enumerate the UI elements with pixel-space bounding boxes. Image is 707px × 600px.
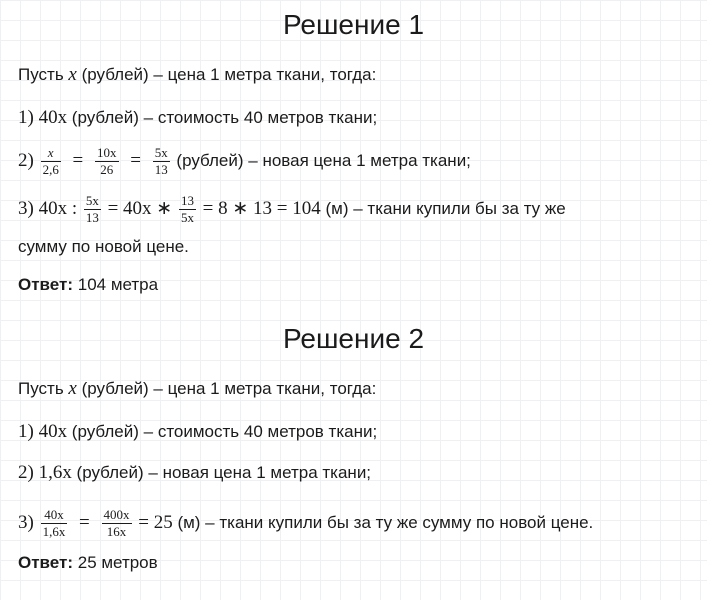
- equals-sign: =: [79, 511, 90, 533]
- solution-1-answer: [18, 274, 158, 296]
- fraction: [41, 508, 68, 539]
- fraction-denominator: 1,6x: [42, 524, 66, 539]
- step-expression: = 40x ∗: [107, 197, 173, 219]
- step-text: (м) – ткани купили бы за ту же сумму по новой цене.: [177, 512, 594, 532]
- fraction-denominator: 13: [85, 210, 99, 225]
- step-expression: 40x: [38, 107, 68, 128]
- step-expression: 40x :: [38, 197, 78, 219]
- step-text: (рублей) – новая цена 1 метра ткани;: [176, 150, 471, 170]
- step-expression: = 8 ∗ 13 = 104: [202, 197, 321, 219]
- intro-rest: (рублей) – цена 1 метра ткани, тогда:: [81, 65, 377, 84]
- fraction-denominator: 26: [100, 162, 114, 177]
- step-text: (рублей) – стоимость 40 метров ткани;: [71, 422, 378, 441]
- fraction-numerator: 400x: [103, 507, 130, 522]
- fraction-denominator: 2,6: [42, 162, 59, 177]
- solution-2-intro: [18, 378, 376, 400]
- step-number: 2): [18, 462, 34, 483]
- equals-sign: =: [72, 149, 84, 171]
- equals-sign: =: [130, 149, 141, 171]
- solution-1-step-2: [18, 146, 471, 177]
- fraction-denominator: 13: [154, 162, 168, 177]
- step-text: (м) – ткани купили бы за ту же: [325, 198, 566, 218]
- step-expression: 1,6x: [38, 462, 72, 483]
- step-text: сумму по новой цене.: [18, 237, 189, 256]
- fraction-numerator: 5x: [154, 145, 168, 160]
- step-number: 1): [18, 107, 34, 128]
- fraction: [41, 146, 61, 177]
- solution-1-title: Решение 1: [282, 9, 425, 40]
- variable-x: x: [68, 378, 77, 399]
- answer-label: Ответ:: [18, 553, 73, 572]
- solution-1-intro: [18, 64, 376, 86]
- solution-1-step-1: [18, 107, 377, 129]
- fraction: [84, 194, 101, 225]
- solution-2-step-3: [18, 508, 593, 539]
- solution-1-step-3: [18, 194, 566, 225]
- solution-1-step-3-continued: [18, 236, 189, 258]
- solution-2-answer: [18, 552, 158, 574]
- step-number: 2): [18, 149, 34, 171]
- fraction: [153, 146, 170, 177]
- intro-text: Пусть: [18, 379, 64, 398]
- fraction-denominator: 16x: [106, 524, 127, 539]
- answer-label: Ответ:: [18, 275, 73, 294]
- step-expression: = 25: [138, 511, 173, 533]
- step-expression: 40x: [38, 421, 68, 442]
- step-number: 3): [18, 197, 34, 219]
- answer-value: 25 метров: [77, 553, 158, 572]
- step-number: 3): [18, 511, 34, 533]
- fraction-numerator: 5x: [85, 193, 99, 208]
- fraction: [95, 146, 119, 177]
- intro-rest: (рублей) – цена 1 метра ткани, тогда:: [81, 379, 377, 398]
- solution-2-step-1: [18, 421, 377, 443]
- fraction-numerator: 10x: [97, 145, 117, 160]
- answer-value: 104 метра: [77, 275, 159, 294]
- solution-2-title: Решение 2: [282, 323, 425, 354]
- fraction-numerator: 13: [180, 193, 194, 208]
- solution-2-step-2: [18, 462, 371, 484]
- fraction: [179, 194, 196, 225]
- fraction-numerator: x: [41, 146, 61, 162]
- fraction: [102, 508, 132, 539]
- fraction-denominator: 5x: [180, 210, 194, 225]
- fraction-numerator: 40x: [41, 508, 68, 524]
- step-number: 1): [18, 421, 34, 442]
- variable-x: x: [68, 64, 77, 85]
- step-text: (рублей) – новая цена 1 метра ткани;: [76, 463, 372, 482]
- intro-text: Пусть: [18, 65, 64, 84]
- step-text: (рублей) – стоимость 40 метров ткани;: [71, 108, 378, 127]
